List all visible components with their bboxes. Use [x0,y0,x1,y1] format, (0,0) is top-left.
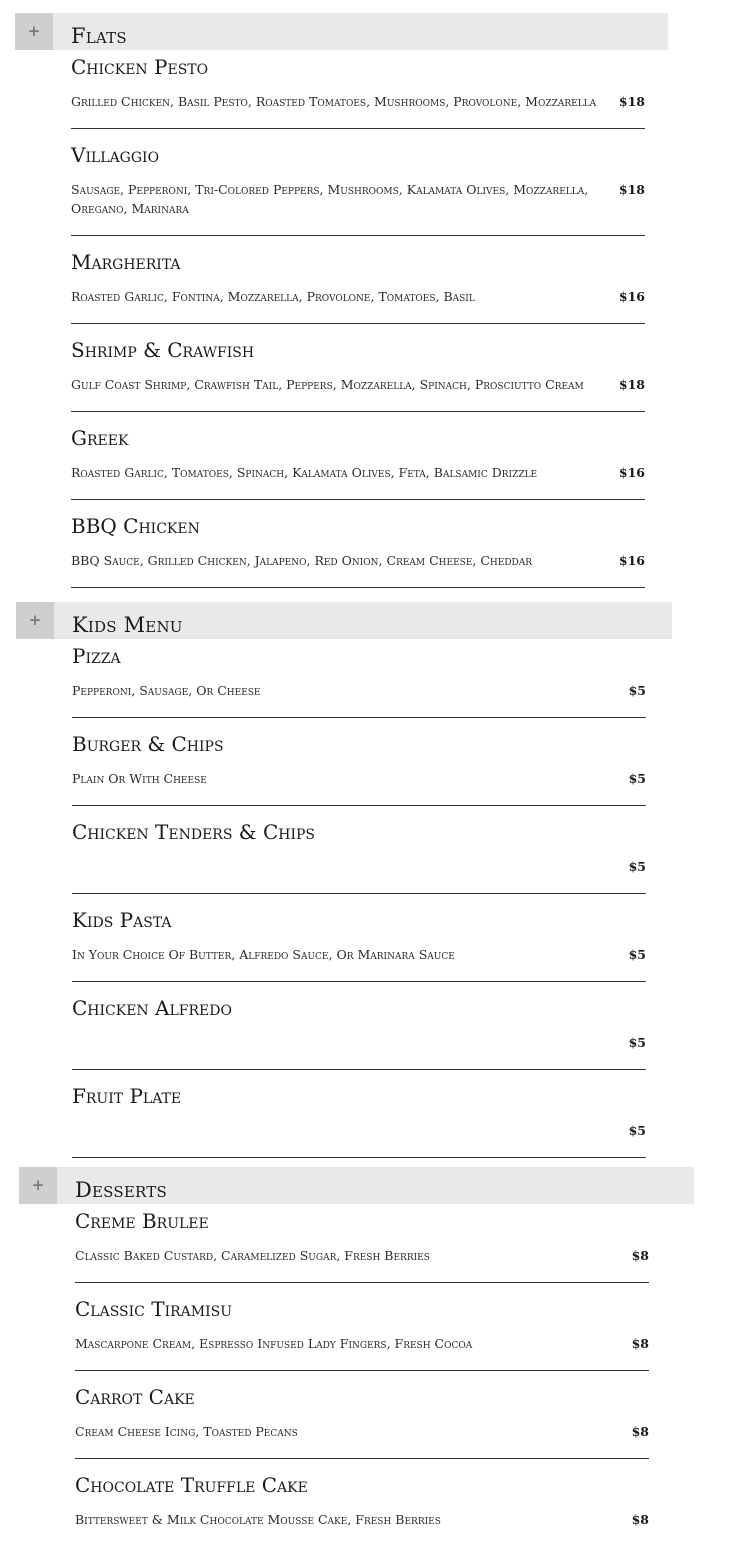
menu-item [71,249,645,324]
item-description: Roasted Garlic, Tomatoes, Spinach, Kalamata Olives, Feta, Balsamic Drizzle [71,465,538,480]
item-name: Carrot Cake [75,1385,195,1409]
item-name: Greek [71,426,129,450]
section-header[interactable] [19,1167,694,1204]
section-kids-menu [16,602,672,1138]
item-name: Fruit Plate [72,1084,182,1108]
section-header[interactable] [15,13,668,50]
item-name: Chicken Pesto [71,55,209,79]
menu-item [75,1384,649,1459]
menu-item [72,1083,646,1158]
item-description: Roasted Garlic, Fontina, Mozzarella, Provolone, Tomatoes, Basil [71,289,475,304]
item-price: $5 [628,683,646,698]
item-price: $8 [631,1248,649,1263]
menu-item [72,907,646,982]
menu-item [72,819,646,894]
item-description: Cream Cheese Icing, Toasted Pecans [75,1424,298,1439]
menu-item [75,1472,649,1546]
item-description: BBQ Sauce, Grilled Chicken, Jalapeno, Red Onion, Cream Cheese, Cheddar [71,553,533,568]
item-name: Burger & Chips [72,732,224,756]
item-price: $8 [631,1336,649,1351]
item-price: $18 [618,94,645,109]
item-description: Pepperoni, Sausage, Or Cheese [72,683,261,698]
menu-item [71,142,645,236]
item-name: Villaggio [71,143,160,167]
item-price: $16 [618,289,645,304]
item-name: Creme Brulee [75,1209,209,1233]
item-name: Kids Pasta [72,908,172,932]
item-description: Classic Baked Custard, Caramelized Sugar, Fresh Berries [75,1248,430,1263]
item-price: $18 [618,182,645,197]
item-name: Shrimp & Crawfish [71,338,255,362]
section-desserts [19,1167,694,1527]
item-price: $16 [618,465,645,480]
item-description: Sausage, Pepperoni, Tri-Colored Peppers, Mushrooms, Kalamata Olives, Mozzarella, Oregano, Marinara [71,182,589,216]
item-price: $8 [631,1424,649,1439]
section-title: Flats [71,24,127,48]
item-name: Chocolate Truffle Cake [75,1473,308,1497]
menu-item [71,337,645,412]
menu-item [71,425,645,500]
menu-item [72,995,646,1070]
expand-plus-icon[interactable]: + [15,13,53,50]
item-name: Margherita [71,250,181,274]
section-title: Desserts [75,1178,167,1202]
item-price: $8 [631,1512,649,1527]
section-header[interactable] [16,602,672,639]
item-name: Chicken Alfredo [72,996,232,1020]
item-name: BBQ Chicken [71,514,200,538]
item-description: Gulf Coast Shrimp, Crawfish Tail, Peppers, Mozzarella, Spinach, Prosciutto Cream [71,377,584,392]
item-price: $5 [628,1123,646,1138]
item-name: Classic Tiramisu [75,1297,233,1321]
menu-item [72,731,646,806]
section-flats [15,13,668,568]
item-name: Chicken Tenders & Chips [72,820,315,844]
menu-item [71,54,645,129]
item-description: Mascarpone Cream, Espresso Infused Lady Fingers, Fresh Cocoa [75,1336,473,1351]
menu-item [71,513,645,588]
expand-plus-icon[interactable]: + [16,602,54,639]
item-description: Grilled Chicken, Basil Pesto, Roasted Tomatoes, Mushrooms, Provolone, Mozzarella [71,94,597,109]
item-price: $18 [618,377,645,392]
item-description: In Your Choice Of Butter, Alfredo Sauce, Or Marinara Sauce [72,947,455,962]
item-price: $5 [628,947,646,962]
item-price: $5 [628,859,646,874]
item-description: Bittersweet & Milk Chocolate Mousse Cake, Fresh Berries [75,1512,441,1527]
menu-item [75,1208,649,1283]
menu-item [75,1296,649,1371]
item-price: $5 [628,771,646,786]
item-name: Pizza [72,644,121,668]
item-description: Plain Or With Cheese [72,771,207,786]
menu-item [72,643,646,718]
item-price: $5 [628,1035,646,1050]
section-title: Kids Menu [72,613,183,637]
item-price: $16 [618,553,645,568]
expand-plus-icon[interactable]: + [19,1167,57,1204]
